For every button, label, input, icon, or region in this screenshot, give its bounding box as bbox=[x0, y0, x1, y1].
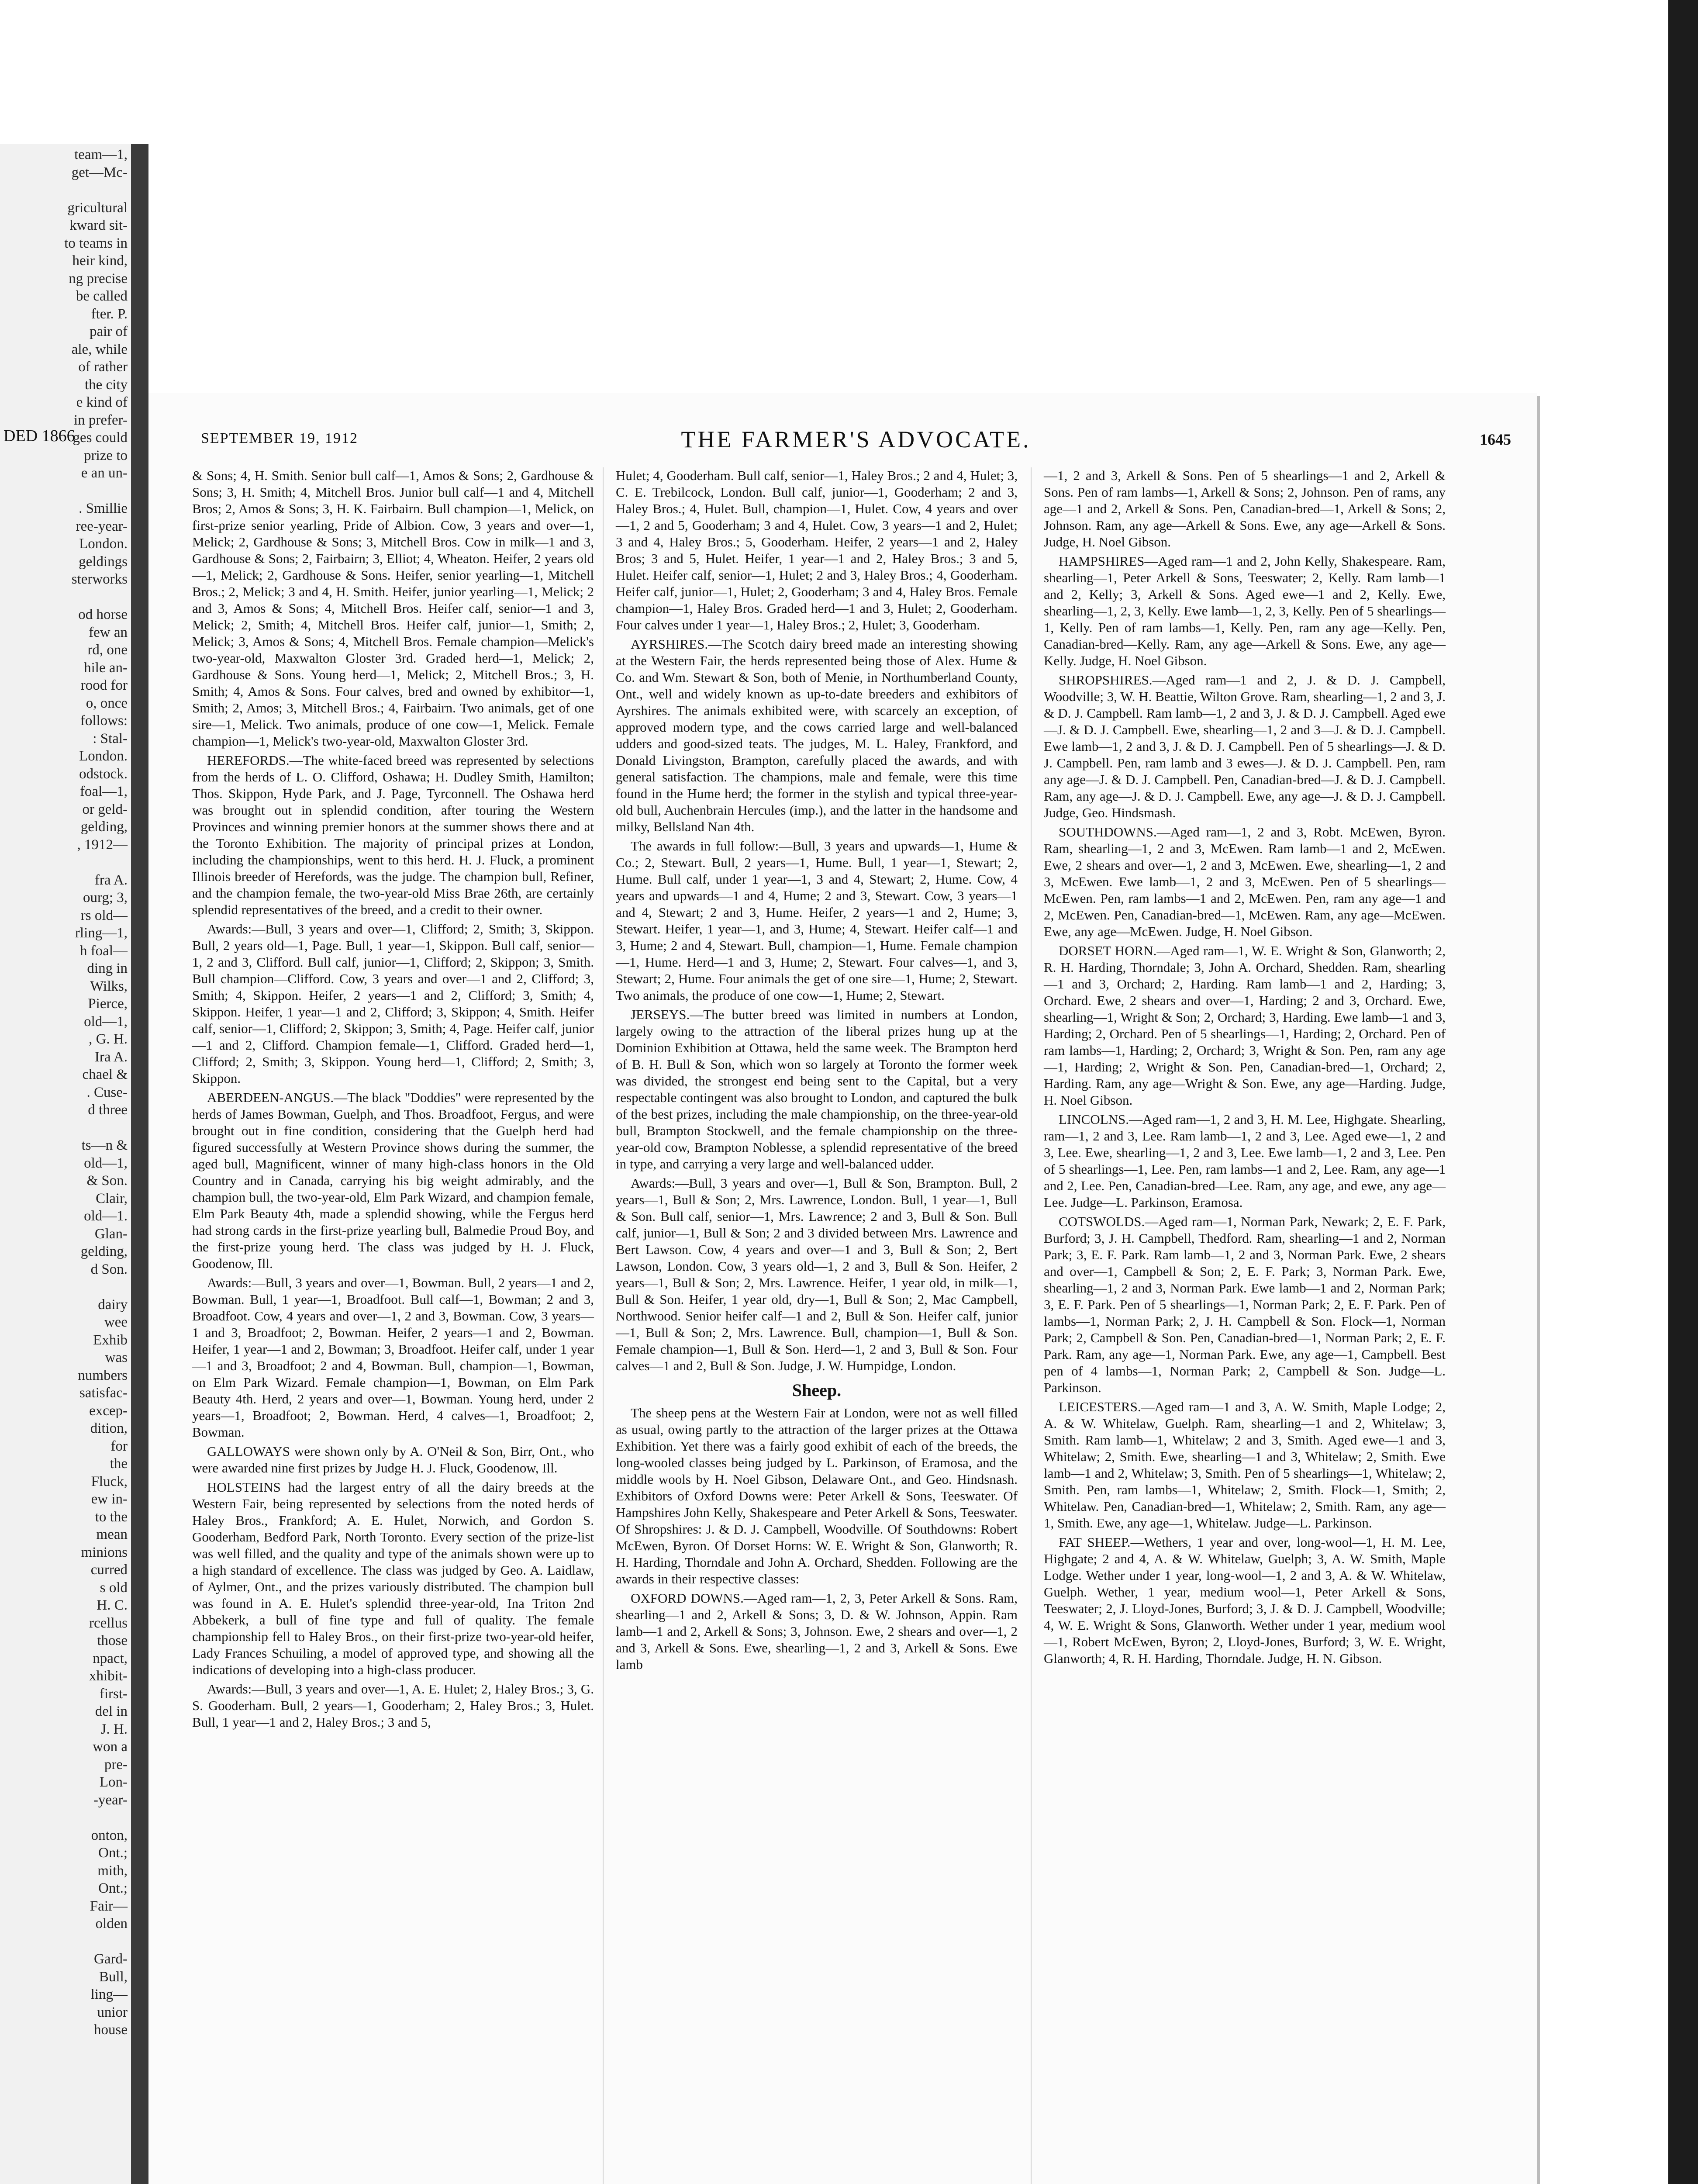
article-paragraph: Awards:—Bull, 3 years and over—1, A. E. Hulet; 2, Haley Bros.; 3, G. S. Gooderham. Bull, 2 years—1, Gooderham; 2, Haley Bros.; 3, Hulet. Bull, 1 year—1 and 2, Haley Bros.; 3 and 5, bbox=[192, 1681, 594, 1730]
adjacent-page-text: team—1, get—Mc- gricultural kward sit- to teams in heir kind, ng precise be called fter. P. pair of ale, while of rather the city e kind of in prefer- ges could prize to e an un- . Smillie ree-year- London. geldings sterworks od horse few an rd, one hile an- rood for o, once follows: : Stal- London. odstock. foal—1, or geld- gelding, , 1912— fra A. ourg; 3, rs old— rling—1, h foal— ding in Wilks, Pierce, old—1, , G. H. Ira A. chael & . Cuse- d three ts—n & old—1, & Son. Clair, old—1. Glan- gelding, d Son. dairy wee Exhib was numbers satisfac- excep- dition, for the Fluck, ew in- to the mean minions curred s old H. C. rcellus those npact, xhibit- first- del in J. H. won a pre- Lon- -year- onton, Ont.; mith, Ont.; Fair— olden Gard- Bull, ling— unior house bbox=[64, 147, 128, 2038]
article-paragraph: LINCOLNS.—Aged ram—1, 2 and 3, H. M. Lee, Highgate. Shearling, ram—1, 2 and 3, Lee. Ram lamb—1, 2 and 3, Lee. Aged ewe—1, 2 and 3, Lee. Ewe, shearling—1, 2 and 3, Lee. Ewe lamb—1, 2 and 3, Lee. Pen of 5 shearlings—1, Lee. Pen, ram lambs—1 and 2, Lee. Ram, any age—1 and 2, Lee. Pen, Canadian-bred—Lee. Ram, any age, and ewe, any age—Lee. Judge—L. Parkinson, Eramosa. bbox=[1044, 1112, 1446, 1210]
article-paragraph: COTSWOLDS.—Aged ram—1, Norman Park, Newark; 2, E. F. Park, Burford; 3, J. H. Campbell, Thedford. Ram, shearling—1 and 2, Norman Park; 3, E. F. Park. Ram lamb—1, 2 and 3, Norman Park. Ewe, 2 shears and over—1, Campbell & Son; 2, E. F. Park; 3, Norman Park. Ewe, shearling—1, 2 and 3, Norman Park. Ewe lamb—1 and 2, Norman Park; 3, E. F. Park. Pen of 5 shearlings—1, Norman Park; 2, E. F. Park. Pen of lambs—1, Norman Park; 2, J. H. Campbell & Son. Flock—1, Norman Park; 2, Campbell & Son. Pen, Canadian-bred—1, Norman Park; 2, E. F. Park. Ram, any age—1, Norman Park. Ewe, any age—1, Campbell. Best pen of 4 lambs—1, Norman Park; 2, Campbell & Son. Judge—L. Parkinson. bbox=[1044, 1214, 1446, 1395]
article-paragraph: SOUTHDOWNS.—Aged ram—1, 2 and 3, Robt. McEwen, Byron. Ram, shearling—1, 2 and 3, McEwen. Ram lamb—1 and 2, McEwen. Ewe, 2 shears and over—1, 2 and 3, McEwen. Ewe, shearling—1, 2 and 3, McEwen. Ewe lamb—1, 2 and 3, McEwen. Pen of 5 shearlings—McEwen. Pen, ram lambs—1 and 2, McEwen. Pen, ram any age—1 and 2, McEwen. Pen, Canadian-bred—1, McEwen. Ram, any age—McEwen. Ewe, any age—McEwen. Judge, H. Noel Gibson. bbox=[1044, 824, 1446, 939]
article-paragraph: Awards:—Bull, 3 years and over—1, Bull & Son, Brampton. Bull, 2 years—1, Bull & Son; 2, Mrs. Lawrence, London. Bull, 1 year—1, Bull & Son. Bull calf, senior—1, Mrs. Lawrence; 2 and 3, Bull & Son. Bull calf, junior—1, Bull & Son; 2 and 3 divided between Mrs. Lawrence and Bert Lawson. Cow, 4 years and over—1 and 3, Bull & Son; 2, Bert Lawson, London. Cow, 3 years old—1, 2 and 3, Bull & Son. Heifer, 2 years—1, Bull & Son; 2, Mrs. Lawrence. Heifer, 1 year old, in milk—1, Bull & Son. Heifer, 1 year old, dry—1, Bull & Son; 2, Mac Campbell, Northwood. Senior heifer calf—1 and 2, Bull & Son. Heifer calf, junior—1, Bull & Son; 2, Mrs. Lawrence. Bull, champion—1, Bull & Son. Female champion—1, Bull & Son. Herd—1, 2 and 3, Bull & Son. Four calves—1 and 2, Bull & Son. Judge, J. W. Humpidge, London. bbox=[616, 1175, 1018, 1373]
article-paragraph: AYRSHIRES.—The Scotch dairy breed made an interesting showing at the Western Fair, the herds represented being those of Alex. Hume & Co. and Wm. Stewart & Son, both of Menie, in Northumberland County, Ont., well and widely known as up-to-date breeders and exhibitors of Ayrshires. The animals exhibited were, with scarcely an exception, of approved modern type, and the cows carried large and well-balanced udders and good-sized teats. The judges, M. L. Haley, Frankford, and Donald Livingston, Brampton, carefully placed the awards, and with general satisfaction. The champions, male and female, were this time found in the Hume herd; the former in the stylish and typical three-year-old bull, Auchenbrain Hercules (imp.), and the latter in the handsome and milky, Bellsland Nan 4th. bbox=[616, 636, 1018, 834]
article-paragraph: JERSEYS.—The butter breed was limited in numbers at London, largely owing to the attraction of the liberal prizes hung up at the Dominion Exhibition at Ottawa, held the same week. The Brampton herd of B. H. Bull & Son, which won so largely at Toronto the former week was divided, the strongest end being sent to the Capital, but a very respectable contingent was also brought to London, and captured the bulk of the best prizes, including the male championship, on the three-year-old bull, Brampton Stockwell, and the female championship on the three-year-old cow, Brampton Noblesse, a splendid representative of the breed in type, and carrying a very large and well-balanced udder. bbox=[616, 1007, 1018, 1171]
article-paragraph: Awards:—Bull, 3 years and over—1, Clifford; 2, Smith; 3, Skippon. Bull, 2 years old—1, Page. Bull, 1 year—1, Skippon. Bull calf, senior—1, 2 and 3, Clifford. Bull calf, junior—1, Clifford; 2, Skippon; 3, Smith. Bull champion—Clifford. Cow, 3 years and over—1 and 2, Clifford; 3, Smith; 4, Skippon. Heifer, 2 years—1 and 2, Clifford; 3, Smith; 4, Skippon. Heifer, 1 year—1 and 2, Clifford; 3, Skippon; 4, Smith. Heifer calf, senior—1, Clifford; 2, Skippon; 3, Smith; 4, Page. Heifer calf, junior—1 and 2, Clifford. Champion female—1, Clifford. Graded herd—1, Clifford; 2, Smith; 3, Skippon. Young herd—1, Clifford; 2, Smith; 3, Skippon. bbox=[192, 921, 594, 1086]
adjacent-page-header: DED 1866 bbox=[3, 427, 75, 445]
article-paragraph: Awards:—Bull, 3 years and over—1, Bowman. Bull, 2 years—1 and 2, Bowman. Bull, 1 year—1, Broadfoot. Bull calf—1, Bowman; 2 and 3, Broadfoot. Cow, 4 years and over—1, 2 and 3, Bowman. Cow, 3 years—1 and 3, Broadfoot; 2, Bowman. Heifer, 2 years—1 and 2, Bowman. Heifer, 1 year—1 and 2, Bowman; 3, Broadfoot. Heifer calf, under 1 year—1 and 3, Broadfoot; 2 and 4, Bowman. Bull, champion—1, Bowman, on Elm Park Wizard. Female champion—1, Bowman, on Elm Park Beauty 4th. Herd, 2 years and over—1, Bowman. Young herd, under 2 years—1, Broadfoot; 2, Bowman. Herd, 4 calves—1, Broadfoot; 2, Bowman. bbox=[192, 1275, 594, 1440]
issue-date: SEPTEMBER 19, 1912 bbox=[201, 430, 358, 446]
article-paragraph: SHROPSHIRES.—Aged ram—1 and 2, J. & D. J. Campbell, Woodville; 3, W. H. Beattie, Wilton Grove. Ram, shearling—1, 2 and 3, J. & D. J. Campbell. Ram lamb—1, 2 and 3, J. & D. J. Campbell. Aged ewe—J. & D. J. Campbell. Ewe, shearling—1, 2 and 3—J. & D. J. Campbell. Ewe lamb—1, 2 and 3, J. & D. J. Campbell. Pen of 5 shearlings—J. & D. J. Campbell. Pen, ram lamb and 3 ewes—J. & D. J. Campbell. Pen, ram any age—J. & D. J. Campbell. Pen, Canadian-bred—J. & D. J. Campbell. Ram, any age—J. & D. J. Campbell. Ewe, any age—J. & D. J. Campbell. Judge, Geo. Hindsmash. bbox=[1044, 672, 1446, 820]
page-header bbox=[201, 426, 1511, 456]
article-paragraph: HOLSTEINS had the largest entry of all the dairy breeds at the Western Fair, being represented by selections from the noted herds of Haley Bros., Frankford; A. E. Hulet, Norwich, and Gordon S. Gooderham, Bedford Park, North Toronto. Every section of the prize-list was well filled, and the quality and type of the animals shown were up to a high standard of excellence. The class was judged by Geo. A. Laidlaw, of Aylmer, Ont., and the prizes variously distributed. The champion bull was found in A. E. Hulet's splendid three-year-old, Ina Triton 2nd Abbekerk, a bull of fine type and full of quality. The female championship fell to Haley Bros., on their first-prize two-year-old heifer, Lady Frances Schuiling, a model of approved type, and showing all the indications of developing into a high-class producer. bbox=[192, 1479, 594, 1677]
article-paragraph: HAMPSHIRES—Aged ram—1 and 2, John Kelly, Shakespeare. Ram, shearling—1, Peter Arkell & Sons, Teeswater; 2, Kelly. Ram lamb—1 and 2, Kelly; 3, Arkell & Sons. Aged ewe—1 and 2, Kelly. Ewe, shearling—1, 2, 3, Kelly. Ewe lamb—1, 2, 3, Kelly. Pen of 5 shearlings—1, Kelly. Pen of ram lambs—1, Kelly. Pen, ram any age—Kelly. Pen, Canadian-bred—Kelly. Ram, any age—Arkell & Sons. Ewe, any age—Kelly. Judge, H. Noel Gibson. bbox=[1044, 553, 1446, 668]
publication-title: THE FARMER'S ADVOCATE. bbox=[681, 426, 1031, 453]
article-paragraph: & Sons; 4, H. Smith. Senior bull calf—1, Amos & Sons; 2, Gardhouse & Sons; 3, H. Smith; 4, Mitchell Bros. Junior bull calf—1 and 4, Mitchell Bros; 2, Amos & Sons; 3, H. K. Fairbairn. Bull champion—1, Melick, on first-prize senior yearling, Pride of Albion. Cow, 3 years and over—1, Melick; 2, Gardhouse & Sons; 3, Mitchell Bros. Cow in milk—1 and 3, Gardhouse & Sons; 2, Fairbairn; 3, Elliot; 4, Wheaton. Heifer, 2 years old—1, Melick; 2, Gardhouse & Sons. Heifer, senior yearling—1, Mitchell Bros.; 2, Melick; 3 and 4, H. Smith. Heifer, junior yearling—1, Melick; 2 and 3, Amos & Sons; 4, Mitchell Bros. Heifer calf, senior—1 and 3, Melick; 2, Smith; 4, Mitchell Bros. Heifer calf, junior—1, Smith; 2, Melick; 3, Amos & Sons; 4, Mitchell Bros. Female champion—Melick's two-year-old, Maxwalton Gloster 3rd. Graded herd—1, Melick; 2, Gardhouse & Sons. Young herd—1, Melick; 2, Mitchell Bros.; 3, H. Smith; 4, Amos & Sons. Four calves, bred and owned by exhibitor—1, Smith; 2, Amos; 3, Mitchell Bros.; 4, Fairbairn. Two animals, get of one sire—1, Melick. Two animals, produce of one cow—1, Melick. Female champion—1, Melick's two-year-old, Maxwalton Gloster 3rd. bbox=[192, 468, 594, 749]
article-paragraph: —1, 2 and 3, Arkell & Sons. Pen of 5 shearlings—1 and 2, Arkell & Sons. Pen of ram lambs—1, Arkell & Sons; 2, Johnson. Pen of rams, any age—1 and 2, Arkell & Sons. Pen, Canadian-bred—1, Arkell & Sons; 2, Johnson. Ram, any age—Arkell & Sons. Ewe, any age—Arkell & Sons. Judge, H. Noel Gibson. bbox=[1044, 468, 1446, 549]
article-paragraph: ABERDEEN-ANGUS.—The black "Doddies" were represented by the herds of James Bowman, Guelph, and Thos. Broadfoot, Fergus, and were brought out in fine condition, considering that the Guelph herd had figured successfully at Western Province shows during the summer, the aged bull, Magnificent, winner of many high-class honors in the Old Country and in Canada, carrying his big weight admirably, and the champion bull, the two-year-old, Elm Park Wizard, and champion female, Elm Park Beauty 4th, made a splendid showing, while the Fergus herd had strong cards in the first-prize yearling bull, Balmedie Proud Boy, and the first-prize young herd. The class was judged by H. J. Fluck, Goodenow, Ill. bbox=[192, 1090, 594, 1271]
column-2 bbox=[616, 467, 1018, 1676]
article-paragraph: GALLOWAYS were shown only by A. O'Neil & Son, Birr, Ont., who were awarded nine first prizes by Judge H. J. Fluck, Goodenow, Ill. bbox=[192, 1444, 594, 1476]
section-heading: Sheep. bbox=[792, 1380, 842, 1400]
column-1 bbox=[192, 467, 594, 1733]
film-margin-top bbox=[0, 0, 1698, 144]
article-paragraph: DORSET HORN.—Aged ram—1, W. E. Wright & Son, Glanworth; 2, R. H. Harding, Thorndale; 3, John A. Orchard, Shedden. Ram, shearling—1 and 3, Orchard; 2, Harding. Ram lamb—1 and 2, Harding; 3, Orchard. Ewe, 2 shears and over—1, Harding; 2 and 3, Orchard. Ewe, shearling—1, Wright & Son; 2, Orchard; 3, Harding. Ewe lamb—1 and 3, Harding; 2, Orchard. Pen of 5 shearlings—1, Harding; 2, Orchard. Pen of ram lambs—1, Harding; 2, Orchard; 3, Wright & Son. Pen, ram any age—1, Harding; 2, Wright & Son. Pen, Canadian-bred—1, Orchard; 2, Harding. Ram, any age—Wright & Son. Ewe, any age—Harding. Judge, H. Noel Gibson. bbox=[1044, 943, 1446, 1108]
article-paragraph: The awards in full follow:—Bull, 3 years and upwards—1, Hume & Co.; 2, Stewart. Bull, 2 years—1, Hume. Bull, 1 year—1, Stewart; 2, Hume. Bull calf, under 1 year—1, 3 and 4, Stewart; 2, Hume. Cow, 4 years and upwards—1 and 4, Hume; 2 and 3, Stewart. Cow, 3 years—1 and 4, Stewart; 2 and 3, Hume. Heifer, 2 years—1 and 2, Hume; 3, Stewart. Heifer, 1 year—1, and 3, Hume; 4, Stewart. Heifer calf—1 and 3, Hume; 2 and 4, Stewart. Bull, champion—1, Hume. Female champion—1, Hume. Herd—1 and 3, Hume; 2, Stewart. Four calves—1, and 3, Stewart; 2, Hume. Four animals the get of one sire—1, Hume; 2, Stewart. Two animals, the produce of one cow—1, Hume; 2, Stewart. bbox=[616, 838, 1018, 1003]
column-rule bbox=[1031, 467, 1032, 2184]
page-gutter bbox=[131, 144, 148, 2184]
column-rule bbox=[603, 467, 604, 2184]
page-number: 1645 bbox=[1480, 431, 1511, 448]
column-3 bbox=[1044, 467, 1446, 1669]
article-paragraph: OXFORD DOWNS.—Aged ram—1, 2, 3, Peter Arkell & Sons. Ram, shearling—1 and 2, Arkell & Sons; 3, D. & W. Johnson, Appin. Ram lamb—1 and 2, Arkell & Sons; 3, Johnson. Ewe, 2 shears and over—1, 2 and 3, Arkell & Sons. Ewe, shearling—1, 2 and 3, Arkell & Sons. Ewe lamb bbox=[616, 1590, 1018, 1672]
article-paragraph: HEREFORDS.—The white-faced breed was represented by selections from the herds of L. O. Clifford, Oshawa; H. Dudley Smith, Hamilton; Thos. Skippon, Hyde Park, and J. Page, Tyrconnell. The Oshawa herd was brought out in splendid condition, after touring the Western Provinces and winning premier honors at the summer shows there and at the Toronto Exhibition. The majority of principal prizes at London, including the championships, went to this herd. H. J. Fluck, a prominent Illinois breeder of Herefords, was the judge. The champion bull, Refiner, and the champion female, the two-year-old Miss Brae 26th, are certainly splendid representatives of the breed, and a credit to their owner. bbox=[192, 753, 594, 917]
article-paragraph: Hulet; 4, Gooderham. Bull calf, senior—1, Haley Bros.; 2 and 4, Hulet; 3, C. E. Trebilcock, London. Bull calf, junior—1, Gooderham; 2 and 3, Haley Bros.; 4, Hulet. Bull, champion—1, Hulet. Cow, 4 years and over—1, 2 and 5, Gooderham; 3 and 4, Hulet. Cow, 3 years—1 and 2, Hulet; 3 and 4, Haley Bros.; 5, Gooderham. Heifer, 2 years—1 and 2, Haley Bros; 3 and 5, Hulet. Heifer, 1 year—1 and 2, Haley Bros.; 3 and 5, Hulet. Heifer calf, senior—1, Hulet; 2 and 3, Haley Bros.; 4, Gooderham. Heifer calf, junior—1, Hulet; 2, Gooderham; 3 and 4, Haley Bros. Female champion—1, Haley Bros. Graded herd—1 and 3, Hulet; 2, Gooderham. Four calves under 1 year—1, Haley Bros.; 2, Hulet; 3, Gooderham. bbox=[616, 468, 1018, 632]
article-paragraph: The sheep pens at the Western Fair at London, were not as well filled as usual, owing partly to the attraction of the larger prizes at the Ottawa Exhibition. Yet there was a fairly good exhibit of each of the breeds, the long-wooled classes being judged by L. Parkinson, of Eramosa, and the middle wools by H. Noel Gibson, Delaware Ont., and Geo. Hindsnash. Exhibitors of Oxford Downs were: Peter Arkell & Sons, Teeswater. Of Hampshires John Kelly, Shakespeare and Peter Arkell & Sons, Teeswater. Of Shropshires: J. & D. J. Campbell, Woodville. Of Southdowns: Robert McEwen, Byron. Of Dorset Horns: W. E. Wright & Son, Glanworth; R. H. Harding, Thorndale and John A. Orchard, Shedden. Following are the awards in their respective classes: bbox=[616, 1405, 1018, 1586]
newspaper-page bbox=[148, 393, 1537, 2184]
film-edge-right bbox=[1668, 0, 1698, 2184]
adjacent-page-fragment bbox=[0, 144, 132, 2184]
article-paragraph: FAT SHEEP.—Wethers, 1 year and over, long-wool—1, H. M. Lee, Highgate; 2 and 4, A. & W. Whitelaw, Guelph; 3, A. W. Smith, Maple Lodge. Wether under 1 year, long-wool—1, 2 and 3, A. & W. Whitelaw, Guelph. Wether, 1 year, medium wool—1, Peter Arkell & Sons, Teeswater; 2, J. Lloyd-Jones, Burford; 3, J. & D. J. Campbell, Woodville; 4, W. E. Wright & Sons, Glanworth. Wether under 1 year, medium wool—1, Robert McEwen, Byron; 2, Lloyd-Jones, Burford; 3, W. E. Wright, Glanworth; 4, R. H. Harding, Thorndale. Judge, H. N. Gibson. bbox=[1044, 1534, 1446, 1666]
article-paragraph: LEICESTERS.—Aged ram—1 and 3, A. W. Smith, Maple Lodge; 2, A. & W. Whitelaw, Guelph. Ram, shearling—1 and 2, Whitelaw; 3, Smith. Ram lamb—1, Whitelaw; 2 and 3, Smith. Aged ewe—1 and 3, Whitelaw; 2, Smith. Ewe, shearling—1 and 3, Whitelaw; 2, Smith. Ewe lamb—1 and 2, Whitelaw; 3, Smith. Pen of 5 shearlings—1, Whitelaw; 2, Smith. Pen, ram lambs—1, Whitelaw; 2, Smith. Flock—1, Smith; 2, Whitelaw. Pen, Canadian-bred—1, Whitelaw; 2, Smith. Ram, any age—1, Smith. Ewe, any age—1, Whitelaw. Judge—L. Parkinson. bbox=[1044, 1399, 1446, 1531]
